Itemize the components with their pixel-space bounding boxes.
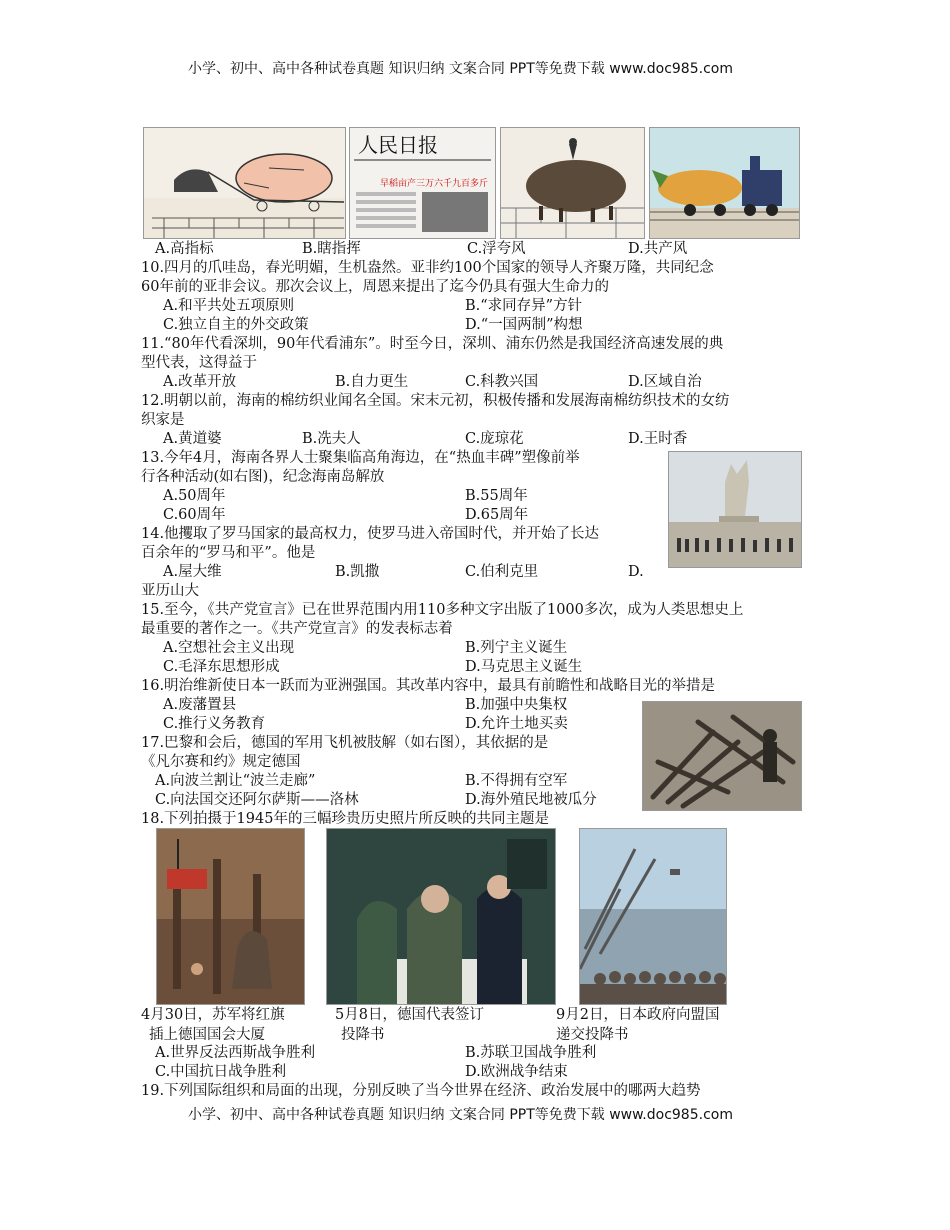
q10-option-b[interactable]: B.“求同存异”方针 (465, 298, 583, 314)
q10-stem-line-2: 60年前的亚非会议。那次会议上，周恩来提出了迄今仍具有强大生命力的 (141, 279, 609, 295)
q17-stem-line-1: 17.巴黎和会后，德国的军用飞机被肢解（如右图），其依据的是 (141, 735, 549, 751)
q15-option-d[interactable]: D.马克思主义诞生 (465, 659, 583, 675)
q12-option-d[interactable]: D.王时香 (628, 431, 688, 447)
q11-stem-line-1: 11.“80年代看深圳，90年代看浦东”。时至今日，深圳、浦东仍然是我国经济高速发展的典 (141, 336, 724, 352)
q17-stem-line-2: 《凡尔赛和约》规定德国 (141, 754, 301, 770)
q14-stem-line-1: 14.他攫取了罗马国家的最高权力，使罗马进入帝国时代，并开始了长达 (141, 526, 600, 542)
q16-option-d[interactable]: D.允许土地买卖 (465, 716, 568, 732)
q18-caption-3-line-2: 递交投降书 (556, 1027, 629, 1043)
q11-option-d[interactable]: D.区域自治 (628, 374, 702, 390)
cartoon-rider-on-giant-pig-image (500, 127, 645, 239)
q11-stem-line-2: 型代表，这得益于 (141, 355, 257, 371)
q17-option-d[interactable]: D.海外殖民地被瓜分 (465, 792, 597, 808)
japan-surrender-ship-photo (579, 828, 727, 1005)
q14-option-b[interactable]: B.凯撒 (335, 564, 380, 580)
cartoon-train-hauling-produce-image (649, 127, 800, 239)
q17-option-a[interactable]: A.向波兰割让“波兰走廊” (155, 773, 316, 789)
german-surrender-signing-photo (326, 828, 556, 1005)
q12-stem-line-2: 织家是 (141, 412, 185, 428)
q9-option-a[interactable]: A.高指标 (155, 241, 214, 257)
q14-option-a[interactable]: A.屋大维 (163, 564, 222, 580)
dismantled-aircraft-photo (642, 701, 802, 811)
q12-option-a[interactable]: A.黄道婆 (163, 431, 222, 447)
q11-option-a[interactable]: A.改革开放 (163, 374, 237, 390)
q13-option-d[interactable]: D.65周年 (465, 507, 529, 523)
reichstag-flag-photo (156, 828, 305, 1005)
newspaper-masthead: 人民日报 (358, 133, 438, 157)
page-footer: 小学、初中、高中各种试卷真题 知识归纳 文案合同 PPT等免费下载 www.doc985.com (188, 1107, 733, 1123)
q16-option-c[interactable]: C.推行义务教育 (163, 716, 266, 732)
q12-stem-line-1: 12.明朝以前，海南的棉纺织业闻名全国。宋末元初，积极传播和发展海南棉纺织技术的女纺 (141, 393, 730, 409)
q14-option-d[interactable]: D. (628, 564, 644, 580)
newspaper-renmin-ribao-image (349, 127, 496, 239)
q9-option-d[interactable]: D.共产风 (628, 241, 688, 257)
q15-option-c[interactable]: C.毛泽东思想形成 (163, 659, 280, 675)
q18-option-c[interactable]: C.中国抗日战争胜利 (155, 1064, 287, 1080)
q17-option-c[interactable]: C.向法国交还阿尔萨斯——洛林 (155, 792, 359, 808)
q10-option-a[interactable]: A.和平共处五项原则 (163, 298, 295, 314)
q15-stem-line-1: 15.至今，《共产党宣言》已在世界范围内用110多种文字出版了1000多次，成为人类思想史上 (141, 602, 744, 618)
q16-option-b[interactable]: B.加强中央集权 (465, 697, 568, 713)
q18-caption-1-line-2: 插上德国国会大厦 (149, 1027, 265, 1043)
q19-stem-line-1: 19.下列国际组织和局面的出现，分别反映了当今世界在经济、政治发展中的哪两大趋势 (141, 1083, 701, 1099)
q10-option-c[interactable]: C.独立自主的外交政策 (163, 317, 309, 333)
q14-option-d-text: 亚历山大 (141, 583, 199, 599)
q18-caption-1-line-1: 4月30日，苏军将红旗 (141, 1007, 285, 1023)
q13-option-a[interactable]: A.50周年 (163, 488, 226, 504)
q18-caption-3-line-1: 9月2日，日本政府向盟国 (556, 1007, 720, 1023)
q18-option-a[interactable]: A.世界反法西斯战争胜利 (155, 1045, 316, 1061)
q12-option-c[interactable]: C.庞琼花 (465, 431, 524, 447)
q15-option-a[interactable]: A.空想社会主义出现 (163, 640, 295, 656)
q13-option-c[interactable]: C.60周年 (163, 507, 226, 523)
q15-option-b[interactable]: B.列宁主义诞生 (465, 640, 568, 656)
q11-option-b[interactable]: B.自力更生 (335, 374, 409, 390)
q18-option-b[interactable]: B.苏联卫国战争胜利 (465, 1045, 597, 1061)
q18-caption-2-line-1: 5月8日，德国代表签订 (335, 1007, 484, 1023)
q10-option-d[interactable]: D.“一国两制”构想 (465, 317, 583, 333)
newspaper-headline: 早稻亩产三万六千九百多斤 (380, 179, 489, 189)
q18-option-d[interactable]: D.欧洲战争结束 (465, 1064, 568, 1080)
q11-option-c[interactable]: C.科教兴国 (465, 374, 539, 390)
q16-option-a[interactable]: A.废藩置县 (163, 697, 237, 713)
q17-option-b[interactable]: B.不得拥有空军 (465, 773, 568, 789)
q16-stem-line-1: 16.明治维新使日本一跃而为亚洲强国。其改革内容中，最具有前瞻性和战略目光的举措是 (141, 678, 716, 694)
q12-option-b[interactable]: B.冼夫人 (302, 431, 361, 447)
q13-stem-line-2: 行各种活动(如右图)，纪念海南岛解放 (141, 469, 385, 485)
monument-statue-photo (668, 451, 802, 568)
q9-option-c[interactable]: C.浮夸风 (467, 241, 526, 257)
q10-stem-line-1: 10.四月的爪哇岛，春光明媚，生机盎然。亚非约100个国家的领导人齐聚万隆，共同纪念 (141, 260, 714, 276)
q14-option-c[interactable]: C.伯利克里 (465, 564, 539, 580)
q18-caption-2-line-2: 投降书 (341, 1027, 385, 1043)
cartoon-ox-pulling-giant-pig-image (143, 127, 346, 239)
q13-stem-line-1: 13.今年4月，海南各界人士聚集临高角海边，在“热血丰碑”塑像前举 (141, 450, 580, 466)
q13-option-b[interactable]: B.55周年 (465, 488, 528, 504)
q9-option-b[interactable]: B.瞎指挥 (302, 241, 361, 257)
q18-stem-line-1: 18.下列拍摄于1945年的三幅珍贵历史照片所反映的共同主题是 (141, 811, 549, 827)
q15-stem-line-2: 最重要的著作之一。《共产党宣言》的发表标志着 (141, 621, 453, 637)
q14-stem-line-2: 百余年的“罗马和平”。他是 (141, 545, 316, 561)
page-header: 小学、初中、高中各种试卷真题 知识归纳 文案合同 PPT等免费下载 www.doc985.com (188, 61, 733, 77)
